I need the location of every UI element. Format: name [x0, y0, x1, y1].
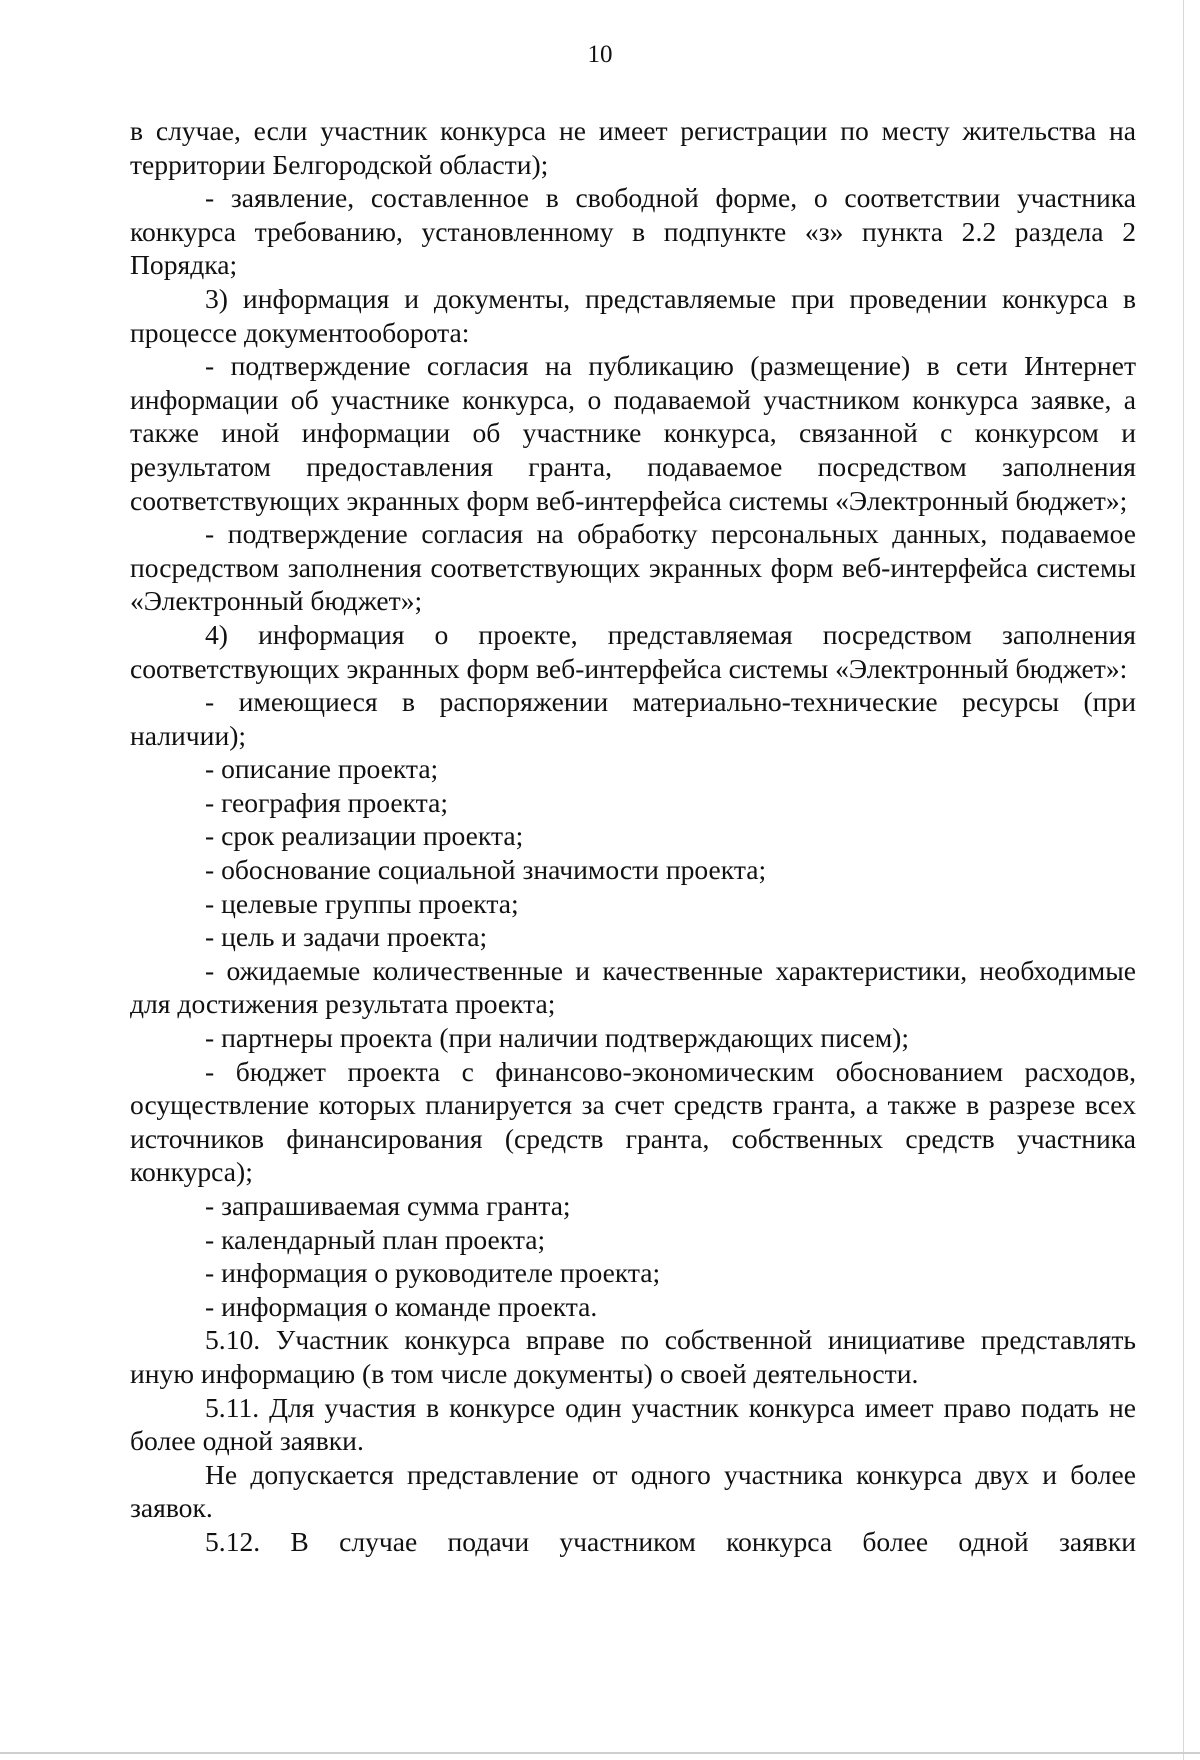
paragraph: 3) информация и документы, представляемые при проведении конкурса в процессе документооборота: — [130, 282, 1136, 348]
paragraph: - информация о команде проекта. — [205, 1290, 598, 1322]
paragraph: 5.10. Участник конкурса вправе по собственной инициативе представлять иную информацию (в том числе документы) о своей деятельности. — [130, 1324, 1136, 1389]
document-body — [130, 114, 1136, 1559]
paragraph: - подтверждение согласия на обработку персональных данных, подаваемое посредством заполнения соответствующих экранных форм веб-интерфейса системы «Электронный бюджет»; — [130, 518, 1136, 617]
paragraph: - география проекта; — [205, 786, 448, 818]
page-number: 10 — [587, 41, 613, 68]
paragraph: 5.12. В случае подачи участником конкурса более одной заявки — [205, 1525, 1136, 1557]
paragraph: - описание проекта; — [205, 753, 439, 785]
paragraph: - ожидаемые количественные и качественные характеристики, необходимые для достижения результата проекта; — [130, 954, 1136, 1020]
paragraph: 4) информация о проекте, представляемая посредством заполнения соответствующих экранных форм веб-интерфейса системы «Электронный бюджет»: — [130, 618, 1136, 684]
scan-edge-line — [0, 1752, 1200, 1754]
paragraph: - заявление, составленное в свободной форме, о соответствии участника конкурса требованию, установленному в подпункте «з» пункта 2.2 раздела 2 Порядка; — [130, 182, 1136, 281]
paragraph: - обоснование социальной значимости проекта; — [205, 854, 767, 886]
paragraph: в случае, если участник конкурса не имеет регистрации по месту жительства на территории Белгородской области); — [130, 115, 1136, 180]
paragraph: - имеющиеся в распоряжении материально-технические ресурсы (при наличии); — [130, 686, 1136, 751]
paragraph: - подтверждение согласия на публикацию (размещение) в сети Интернет информации об участнике конкурса, о подаваемой участником конкурса заявке, а также иной информации об участнике конкурса, связанной с конкурсом и результатом предоставления гранта, подаваемое посредством заполнения соответствующих экранных форм веб-интерфейса системы «Электронный бюджет»; — [130, 350, 1136, 516]
paragraph: - цель и задачи проекта; — [205, 921, 488, 953]
paragraph: - срок реализации проекта; — [205, 820, 524, 852]
paragraph: - бюджет проекта с финансово-экономическим обоснованием расходов, осуществление которых планируется за счет средств гранта, а также в разрезе всех источников финансирования (средств гранта, собственных средств участника конкурса); — [130, 1055, 1136, 1188]
paragraph: - информация о руководителе проекта; — [205, 1257, 661, 1289]
paragraph: - партнеры проекта (при наличии подтверждающих писем); — [205, 1022, 910, 1054]
paragraph: 5.11. Для участия в конкурсе один участник конкурса имеет право подать не более одной заявки. — [130, 1391, 1136, 1457]
paragraph: Не допускается представление от одного участника конкурса двух и более заявок. — [130, 1458, 1136, 1524]
paragraph: - целевые группы проекта; — [205, 887, 519, 919]
scan-edge-line — [1183, 0, 1184, 1760]
paragraph: - запрашиваемая сумма гранта; — [205, 1190, 571, 1221]
paragraph: - календарный план проекта; — [205, 1223, 546, 1255]
